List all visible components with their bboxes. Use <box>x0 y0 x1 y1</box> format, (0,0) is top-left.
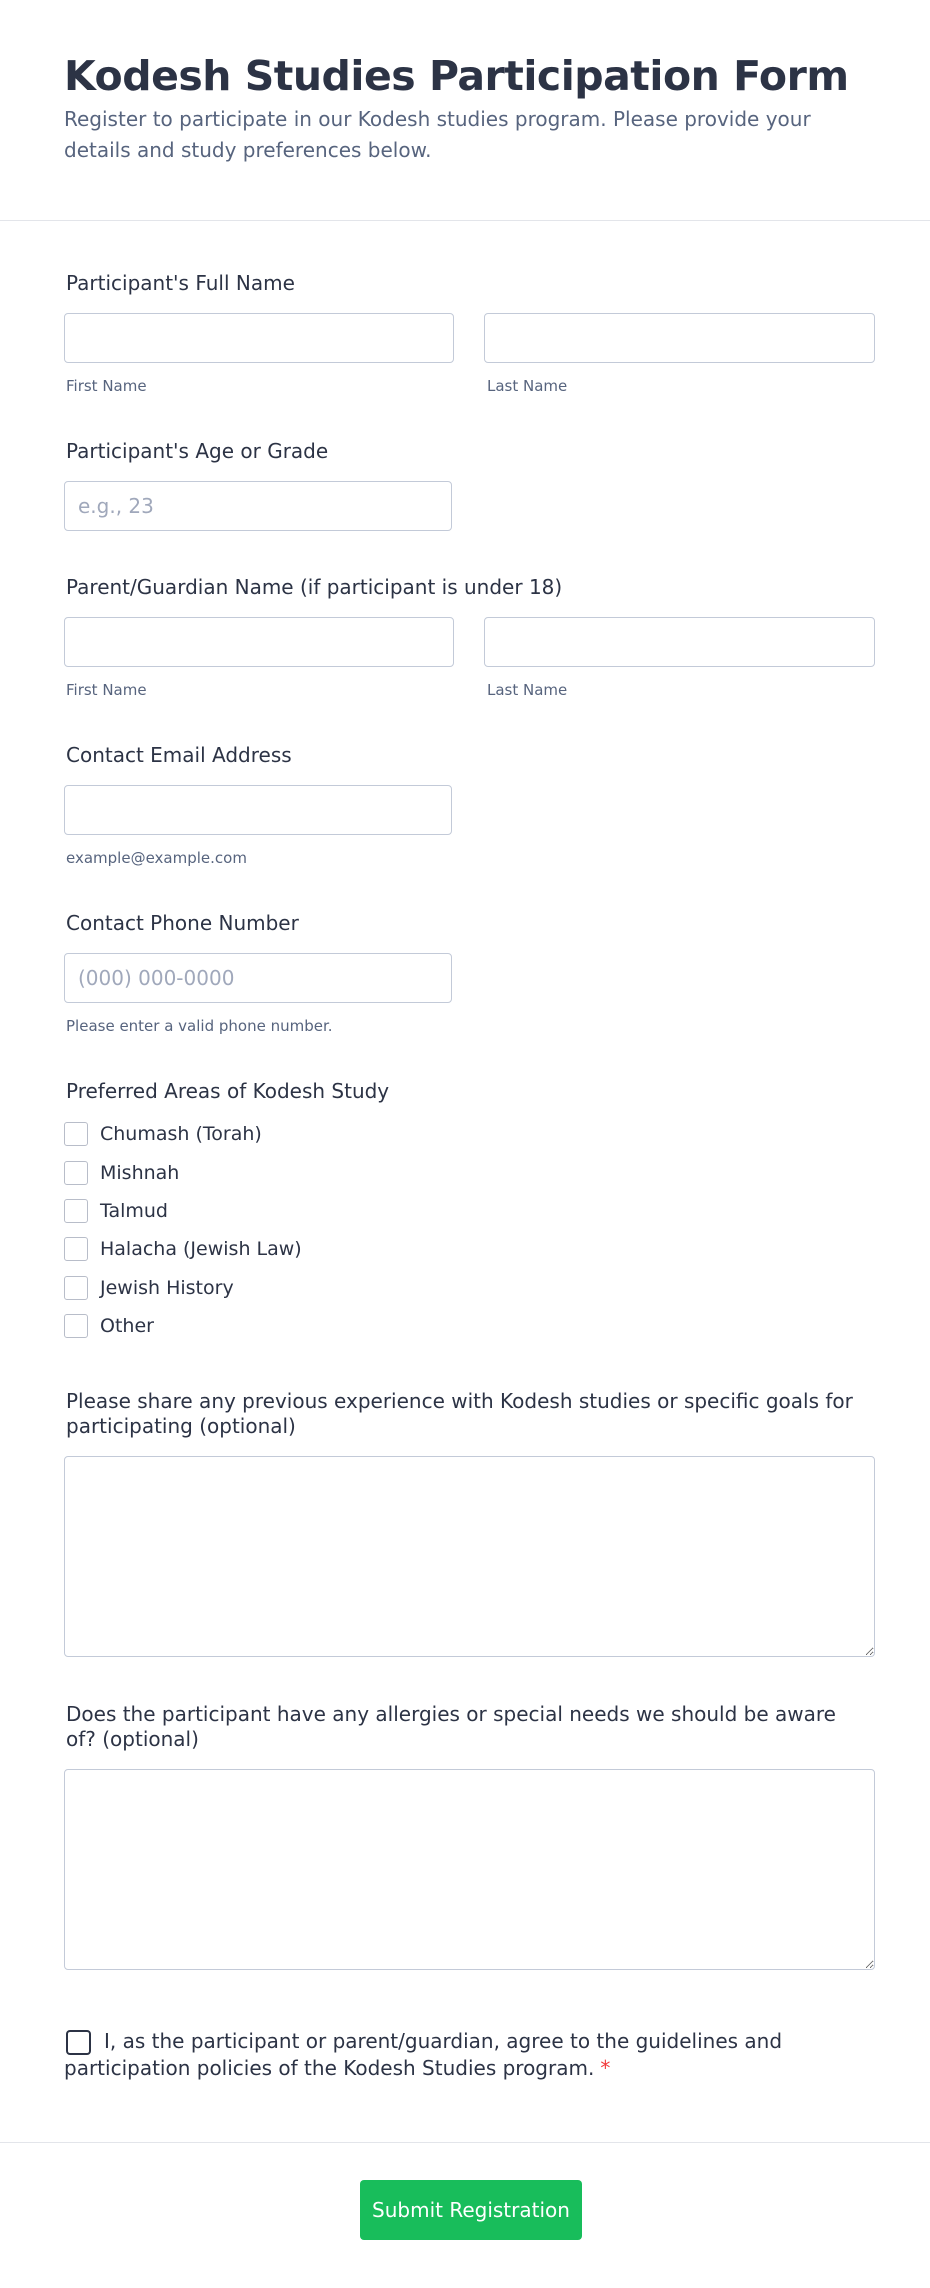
study-option-talmud[interactable] <box>64 1198 168 1224</box>
study-option-label: Talmud <box>100 1200 168 1222</box>
experience-textarea[interactable] <box>64 1456 875 1657</box>
study-option-halacha[interactable] <box>64 1236 302 1262</box>
age-input[interactable] <box>64 481 452 531</box>
required-asterisk: * <box>600 2056 611 2080</box>
study-option-label: Halacha (Jewish Law) <box>100 1238 302 1260</box>
email-sublabel: example@example.com <box>66 849 247 867</box>
form-subtitle: Register to participate in our Kodesh studies program. Please provide your details and study preferences below. <box>64 107 811 162</box>
study-option-label: Other <box>100 1315 154 1337</box>
phone-sublabel: Please enter a valid phone number. <box>66 1017 333 1035</box>
study-option-chumash[interactable] <box>64 1121 262 1147</box>
allergies-textarea[interactable] <box>64 1769 875 1970</box>
email-label: Contact Email Address <box>66 743 292 767</box>
guardian-first-name-sublabel: First Name <box>66 681 147 699</box>
study-option-label: Mishnah <box>100 1162 180 1184</box>
study-areas-label: Preferred Areas of Kodesh Study <box>66 1079 390 1103</box>
checkbox[interactable] <box>64 1199 88 1223</box>
study-option-label: Jewish History <box>100 1277 234 1299</box>
guardian-name-label: Parent/Guardian Name (if participant is under 18) <box>66 575 563 599</box>
email-input[interactable] <box>64 785 452 835</box>
checkbox[interactable] <box>64 1314 88 1338</box>
study-option-other[interactable] <box>64 1313 154 1339</box>
phone-input[interactable] <box>64 953 452 1003</box>
study-option-label: Chumash (Torah) <box>100 1123 262 1145</box>
first-name-sublabel: First Name <box>66 377 147 395</box>
checkbox[interactable] <box>64 1161 88 1185</box>
first-name-input[interactable] <box>64 313 454 363</box>
form-title: Kodesh Studies Participation Form <box>64 52 849 100</box>
last-name-input[interactable] <box>484 313 875 363</box>
checkbox[interactable] <box>64 1122 88 1146</box>
study-option-mishnah[interactable] <box>64 1160 179 1186</box>
checkbox[interactable] <box>64 1237 88 1261</box>
submit-button[interactable]: Submit Registration <box>360 2180 582 2240</box>
last-name-sublabel: Last Name <box>487 377 568 395</box>
footer-divider <box>0 2142 930 2143</box>
guardian-last-name-sublabel: Last Name <box>487 681 568 699</box>
full-name-label: Participant's Full Name <box>66 271 295 295</box>
checkbox[interactable] <box>64 1276 88 1300</box>
experience-label: Please share any previous experience with Kodesh studies or specific goals for participating (optional) <box>66 1389 853 1438</box>
guardian-last-name-input[interactable] <box>484 617 875 667</box>
agreement-label: I, as the participant or parent/guardian, agree to the guidelines and participation policies of the Kodesh Studies program. <box>64 2029 783 2080</box>
age-label: Participant's Age or Grade <box>66 439 329 463</box>
allergies-label: Does the participant have any allergies or special needs we should be aware of? (optional) <box>66 1702 836 1751</box>
form-header <box>0 0 930 221</box>
guardian-first-name-input[interactable] <box>64 617 454 667</box>
phone-label: Contact Phone Number <box>66 911 299 935</box>
agreement-text <box>64 2028 824 2082</box>
study-option-jewish-history[interactable] <box>64 1275 234 1301</box>
